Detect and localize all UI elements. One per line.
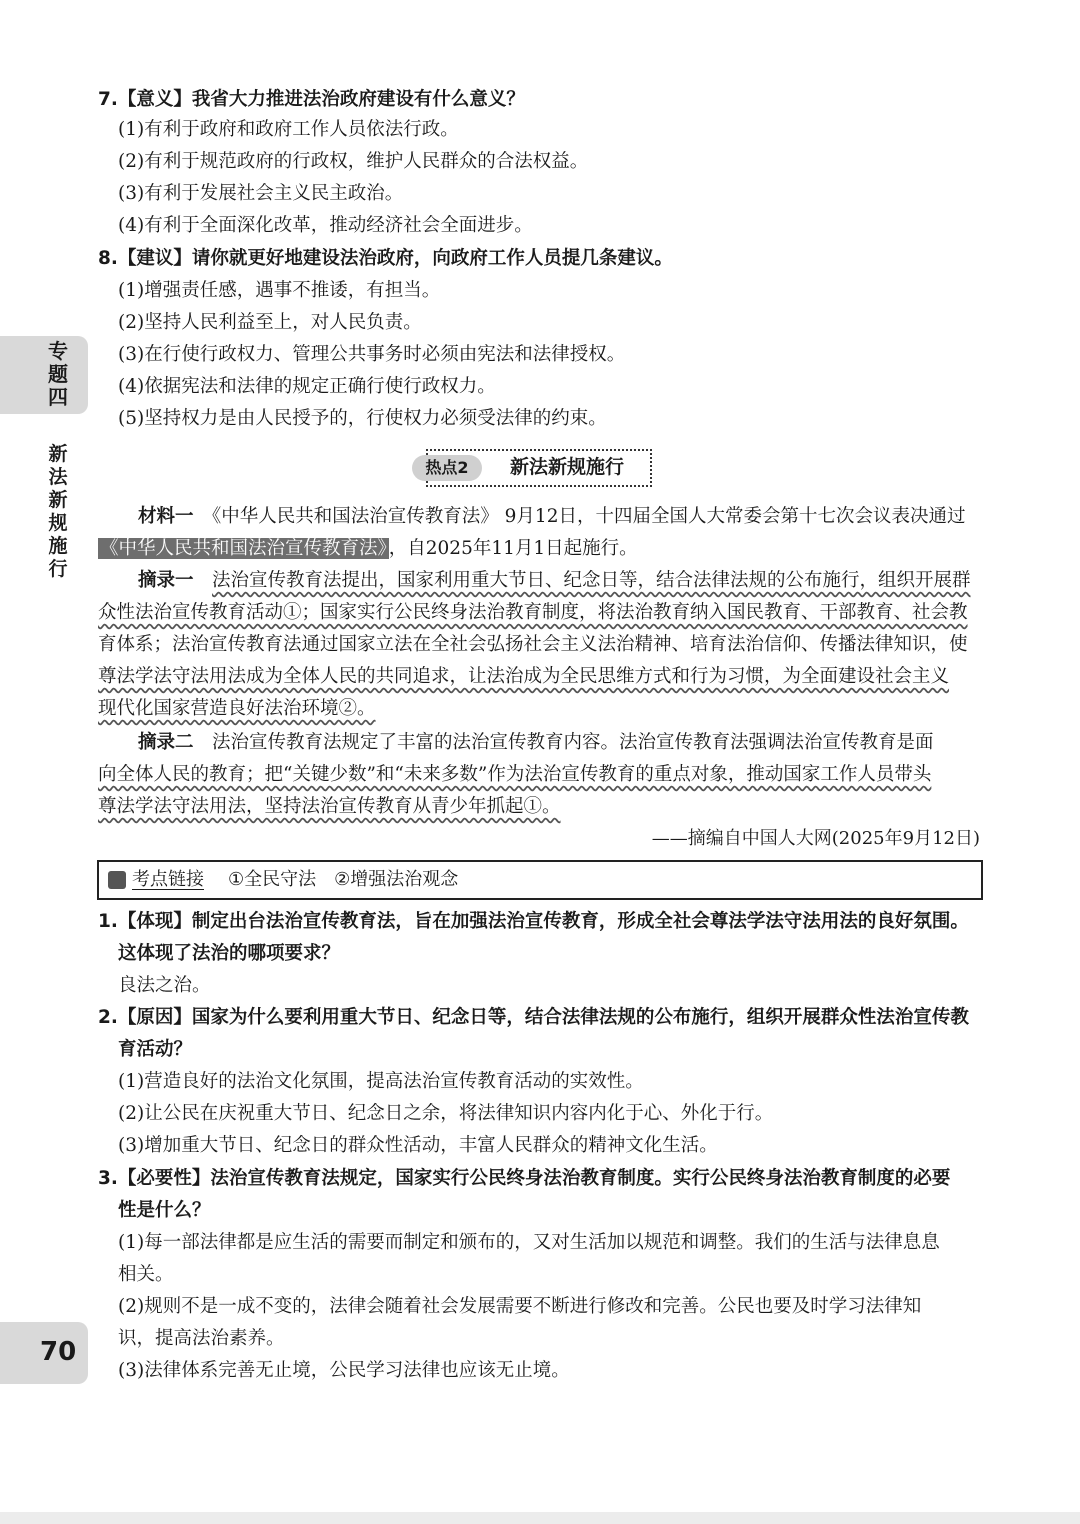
excerpt-text: 法治宣传教育法规定了丰富的法治宣传教育内容。法治宣传教育法强调法治宣传教育是面 — [212, 732, 934, 753]
answer-line: 相关。 — [118, 1264, 174, 1285]
law-name-highlight: 《中华人民共和国法治宣传教育法》 — [100, 538, 387, 559]
answer-line: (1)每一部法律都是应生活的需要而制定和颁布的，又对生活加以规范和调整。我们的生活与法律息息 — [118, 1232, 940, 1253]
answer-line: (3)增加重大节日、纪念日的群众性活动，丰富人民群众的精神文化生活。 — [118, 1135, 718, 1156]
excerpt-1-line: 现代化国家营造良好法治环境②。 — [98, 698, 376, 719]
excerpt-label: 摘录二 — [138, 732, 194, 753]
excerpt-2-line — [138, 729, 934, 757]
topic-tab — [0, 336, 88, 414]
bottom-edge — [0, 1512, 1080, 1524]
answer-line: (4)有利于全面深化改革，推动经济社会全面进步。 — [118, 215, 533, 236]
answer-line: (2)规则不是一成不变的，法律会随着社会发展需要不断进行修改和完善。公民也要及时学习法律知 — [118, 1296, 922, 1317]
answer-line: (3)在行使行政权力、管理公共事务时必须由宪法和法律授权。 — [118, 344, 626, 365]
answer-line: (2)让公民在庆祝重大节日、纪念日之余，将法律知识内容内化于心、外化于行。 — [118, 1103, 774, 1124]
excerpt-1-line: 尊法学法守法用法成为全体人民的共同追求，让法治成为全民思维方式和行为习惯，为全面建设社会主义 — [98, 666, 950, 687]
excerpt-text: 法治宣传教育法提出，国家利用重大节日、纪念日等，结合法律法规的公布施行，组织开展群 — [212, 570, 971, 591]
hotspot-title: 新法新规施行 — [510, 456, 625, 478]
answer-line: (1)营造良好的法治文化氛围，提高法治宣传教育活动的实效性。 — [118, 1071, 644, 1092]
excerpt-2-line: 向全体人民的教育；把“关键少数”和“未来多数”作为法治宣传教育的重点对象，推动国家工作人员带头 — [98, 764, 932, 785]
excerpt-1-line: 众性法治宣传教育活动①；国家实行公民终身法治教育制度，将法治教育纳入国民教育、干部教育、社会教 — [98, 602, 968, 623]
material-label: 材料一 — [138, 506, 194, 527]
hotspot-badge: 热点2 — [412, 455, 482, 481]
material-text: ，自2025年11月1日起施行。 — [388, 538, 638, 559]
material-text: 《中华人民共和国法治宣传教育法》 9月12日，十四届全国人大常委会第十七次会议表决通过 — [212, 506, 966, 527]
excerpt-2-line: 尊法学法守法用法，坚持法治宣传教育从青少年抓起①。 — [98, 796, 561, 817]
answer-line: (2)坚持人民利益至上，对人民负责。 — [118, 312, 422, 333]
question-3-cont: 性是什么？ — [118, 1200, 211, 1221]
excerpt-label: 摘录一 — [138, 570, 194, 591]
question-1-cont: 这体现了法治的哪项要求？ — [118, 943, 341, 964]
answer-line: (1)增强责任感，遇事不推诿，有担当。 — [118, 280, 441, 301]
answer-line: (4)依据宪法和法律的规定正确行使行政权力。 — [118, 376, 496, 397]
excerpt-1-line: 育体系；法治宣传教育法通过国家立法在全社会弘扬社会主义法治精神、培育法治信仰、传播法律知识，使 — [98, 634, 968, 655]
question-3: 3.【必要性】法治宣传教育法规定，国家实行公民终身法治教育制度。实行公民终身法治教育制度的必要 — [98, 1168, 951, 1189]
material-1-line-2 — [98, 535, 638, 563]
exam-link-items: ①全民守法 ②增强法治观念 — [228, 869, 459, 890]
answer-line: (1)有利于政府和政府工作人员依法行政。 — [118, 119, 459, 140]
source-citation: ——摘编自中国人大网(2025年9月12日) — [651, 828, 980, 849]
exam-link-label: 考点链接 — [132, 869, 204, 890]
answer-line: (5)坚持权力是由人民授予的，行使权力必须受法律的约束。 — [118, 408, 607, 429]
answer-line: (3)有利于发展社会主义民主政治。 — [118, 183, 404, 204]
answer-line: 识，提高法治素养。 — [118, 1328, 285, 1349]
pencil-icon — [108, 871, 126, 889]
page-number: 70 — [40, 1337, 77, 1367]
question-8: 8.【建议】请你就更好地建设法治政府，向政府工作人员提几条建议。 — [98, 248, 673, 269]
question-2: 2.【原因】国家为什么要利用重大节日、纪念日等，结合法律法规的公布施行，组织开展群众性法治宣传教 — [98, 1007, 969, 1028]
answer-line: (2)有利于规范政府的行政权，维护人民群众的合法权益。 — [118, 151, 589, 172]
answer-line: 良法之治。 — [118, 975, 211, 996]
topic-label: 专题四 — [48, 339, 68, 409]
answer-line: (3)法律体系完善无止境，公民学习法律也应该无止境。 — [118, 1360, 570, 1381]
excerpt-1-line — [138, 567, 971, 595]
section-side-title: 新法新规施行 — [48, 443, 68, 580]
question-1: 1.【体现】制定出台法治宣传教育法，旨在加强法治宣传教育，形成全社会尊法学法守法用法的良好氛围。 — [98, 911, 969, 932]
material-1-line-1 — [138, 503, 965, 531]
question-2-cont: 育活动？ — [118, 1039, 193, 1060]
question-7: 7.【意义】我省大力推进法治政府建设有什么意义？ — [98, 89, 525, 110]
